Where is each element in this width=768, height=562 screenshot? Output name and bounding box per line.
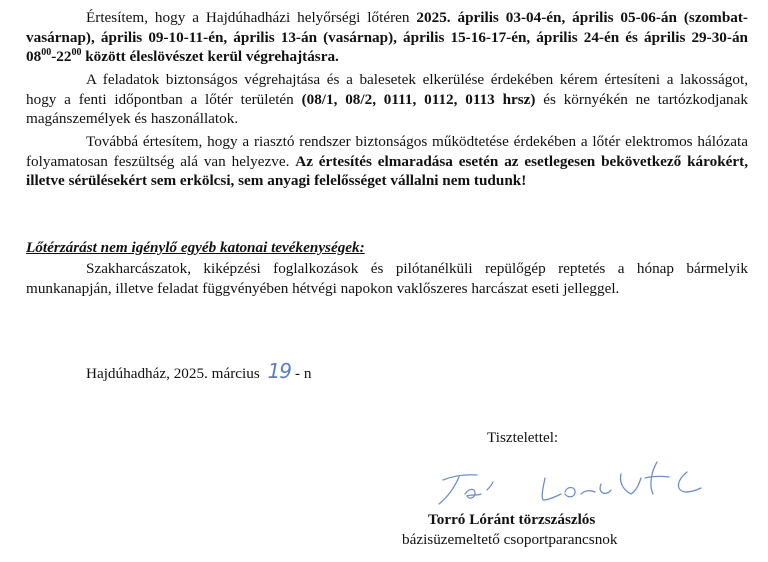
- safety-text: A feladatok biztonságos végrehajtása és a balesetek elkerülése érdekében kérem értesíteni a lakosságot, hogy a fenti időpontban a lőtér területén: [26, 71, 748, 108]
- section-heading-other-activities: Lőtérzárást nem igénylő egyéb katonai tevékenységek:: [26, 239, 365, 256]
- signer-name: Torró Lóránt törzszászlós: [428, 511, 596, 528]
- paragraph-safety-notice: [26, 70, 748, 129]
- place-date-text: Hajdúhadház, 2025. március: [86, 365, 260, 382]
- paragraph-firing-dates: [26, 8, 748, 67]
- liability-warning-bold: Az értesítés elmaradása esetén az esetlegesen bekövetkező károkért, illetve sérülésekért sem erkölcsi, sem anyagi felelősséget vállalni nem tudunk!: [26, 152, 748, 190]
- date-suffix: - n: [295, 365, 312, 382]
- firing-dates-bold: 2025. április 03-04-én, április 05-06-án (szombat- vasárnap), április 09-10-11-én, április 13-án (vasárnap), április 15-16-17-én, április 24-én és április 29-30-án 08: [26, 9, 748, 66]
- place-and-date: [86, 359, 312, 384]
- safety-text-end: és környékén ne tartózkodjanak magánszemélyek és haszonállatok.: [26, 90, 748, 128]
- paragraph-electric-warning: [26, 132, 748, 191]
- end-minutes-superscript: 00: [71, 47, 82, 59]
- firing-intro-text: Értesítem, hogy a Hajdúhadházi helyőrségi lőtéren: [86, 9, 417, 26]
- end-hour-bold: -22: [51, 48, 72, 66]
- signer-title: bázisüzemeltető csoportparancsnok: [402, 531, 618, 548]
- parcel-numbers-bold: (08/1, 08/2, 0111, 0112, 0113 hrsz): [301, 90, 536, 108]
- firing-dates-end-bold: között éleslövészet kerül végrehajtásra.: [81, 48, 339, 66]
- handwritten-signature: [425, 450, 705, 512]
- greeting: Tisztelettel:: [487, 429, 559, 446]
- electric-text: Továbbá értesítem, hogy a riasztó rendszer biztonságos működtetése érdekében a lőtér elektromos hálózata folyamatosan feszültség alá van helyezve.: [26, 133, 748, 170]
- handwritten-day: 19: [267, 359, 292, 383]
- start-minutes-superscript: 00: [41, 47, 52, 59]
- paragraph-other-activities: Szakharcászatok, kiképzési foglalkozások és pilótanélküli repülőgép reptetés a hónap bármelyik munkanapján, illetve feladat függvényében hétvégi napokon vaklőszeres harcászat eseti jelleggel.: [26, 260, 748, 297]
